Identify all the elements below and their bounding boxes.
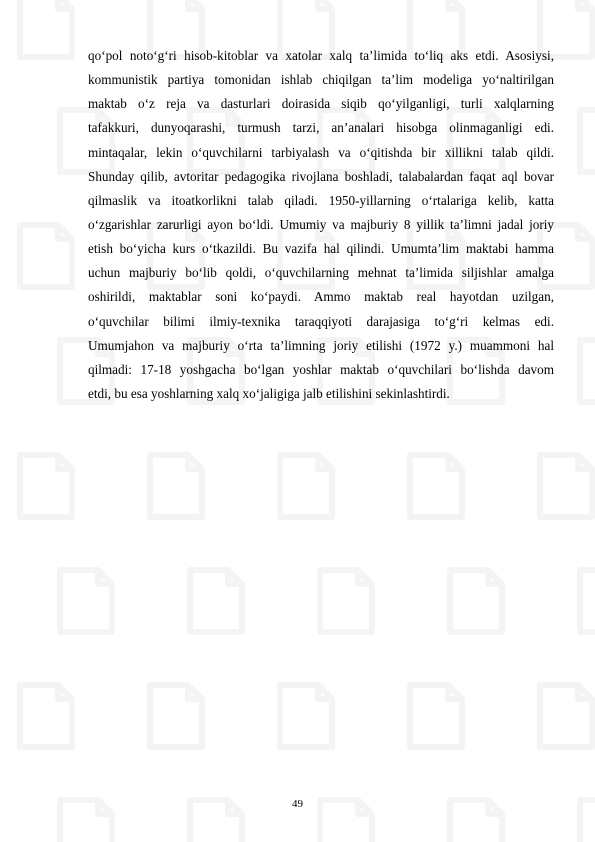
paragraph-line: qoʻpol notoʻgʻri hisob-kitoblar va xatolar xalq ta’limida toʻliq aks etdi. Asosiysi, <box>88 48 554 63</box>
paragraph-line: qilmadi: 17-18 yoshgacha boʻlgan yoshlar maktab oʻquvchilari boʻlishda davom <box>88 361 554 377</box>
watermark-document-icon <box>60 570 112 632</box>
paragraph-line: Umumjahon va majburiy oʻrta taʼlimning joriy etilishi (1972 y.) muammoni hal <box>88 337 554 353</box>
watermark-document-icon <box>320 570 372 632</box>
paragraph-line: qilmaslik va itoatkorlikni talab qiladi. 1950-yillarning oʻrtalariga kelib, katta <box>88 192 554 208</box>
paragraph-line: mintaqalar, lekin oʻquvchilarni tarbiyalash va oʻqitishda bir xillikni talab qildi. <box>88 144 554 160</box>
watermark-document-icon <box>410 685 462 747</box>
paragraph-line: etdi, bu esa yoshlarning xalq xoʻjaligiga jalb etilishini sekinlashtirdi. <box>88 385 450 401</box>
paragraph-line: oʻquvchilar bilimi ilmiy-texnika taraqqiyoti darajasiga toʻgʻri kelmas edi. <box>88 313 554 329</box>
watermark-document-icon <box>20 455 72 517</box>
paragraph-line: Shunday qilib, avtoritar pedagogika rivojlana boshladi, talabalardan faqat aql bovar <box>88 168 554 184</box>
watermark-document-icon <box>580 340 595 402</box>
watermark-document-icon <box>540 685 592 747</box>
watermark-document-icon <box>190 570 242 632</box>
paragraph-line: maktab oʻz reja va dasturlari doirasida siqib qoʻyilganligi, turli xalqlarning <box>88 96 554 112</box>
paragraph-line: oshirildi, maktablar soni koʻpaydi. Ammo maktab real hayotdan uzilgan, <box>88 289 554 305</box>
paragraph-line: oʻzgarishlar zarurligi ayon boʻldi. Umumiy va majburiy 8 yillik taʼlimni jadal joriy <box>88 216 554 232</box>
document-body <box>88 44 554 406</box>
watermark-document-icon <box>410 455 462 517</box>
watermark-document-icon <box>20 0 72 57</box>
paragraph-line: tafakkuri, dunyoqarashi, turmush tarzi, an’analari hisobga olinmaganligi edi. <box>88 120 554 136</box>
watermark-document-icon <box>450 570 502 632</box>
paragraph-line: etish boʻyicha kurs oʻtkazildi. Bu vazifa hal qilindi. Umumtaʼlim maktabi hamma <box>88 241 554 257</box>
watermark-document-icon <box>280 455 332 517</box>
paragraph-line: kommunistik partiya tomonidan ishlab chiqilgan ta’lim modeliga yoʻnaltirilgan <box>88 72 554 88</box>
watermark-document-icon <box>540 455 592 517</box>
watermark-document-icon <box>150 685 202 747</box>
watermark-document-icon <box>580 570 595 632</box>
watermark-document-icon <box>580 110 595 172</box>
page-number: 49 <box>292 798 303 810</box>
watermark-document-icon <box>280 685 332 747</box>
paragraph-line: uchun majburiy boʻlib qoldi, oʻquvchilarning mehnat ta’limida siljishlar amalga <box>88 265 554 281</box>
watermark-document-icon <box>20 225 72 287</box>
watermark-document-icon <box>20 685 72 747</box>
watermark-document-icon <box>150 455 202 517</box>
